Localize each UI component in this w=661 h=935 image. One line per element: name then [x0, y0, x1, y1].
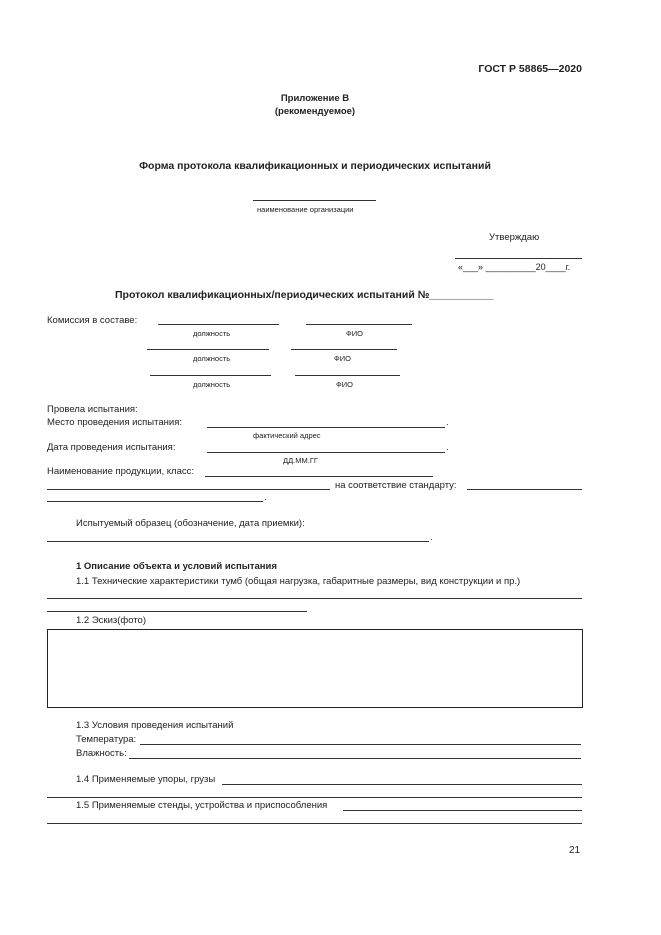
- date-line: [207, 452, 445, 453]
- approve-label: Утверждаю: [489, 232, 540, 243]
- temperature-label: Температура:: [76, 734, 137, 745]
- approve-signature-line: [455, 258, 582, 259]
- sample-label: Испытуемый образец (обозначение, дата приемки):: [76, 518, 305, 529]
- commission-name-line-2: [291, 349, 397, 350]
- section-1-4-line-2: [47, 797, 582, 798]
- organization-line: [253, 200, 376, 201]
- standard-line: [467, 489, 582, 490]
- commission-position-line-3: [150, 375, 271, 376]
- form-title: Форма протокола квалификационных и периодических испытаний: [139, 160, 491, 172]
- name-caption: ФИО: [336, 380, 353, 389]
- product-line-2: [47, 489, 330, 490]
- annex-status: (рекомендуемое): [274, 106, 356, 117]
- document-code: ГОСТ Р 58865—2020: [478, 63, 582, 75]
- product-line-3: [47, 501, 263, 502]
- position-caption: должность: [193, 329, 231, 338]
- commission-position-line-1: [158, 324, 279, 325]
- section-1-2-label: 1.2 Эскиз(фото): [76, 615, 146, 626]
- section-1-3-label: 1.3 Условия проведения испытаний: [76, 720, 234, 731]
- approve-date: «___» __________20____г.: [458, 262, 571, 272]
- section-1-title: 1 Описание объекта и условий испытания: [76, 561, 277, 572]
- section-1-1-label: 1.1 Технические характеристики тумб (общая нагрузка, габаритные размеры, вид конструкции и пр.): [76, 576, 521, 587]
- name-caption: ФИО: [334, 354, 351, 363]
- humidity-line: [129, 758, 581, 759]
- conducted-label: Провела испытания:: [47, 404, 138, 415]
- section-1-4-line-1: [222, 784, 582, 785]
- annex-title: Приложение В: [280, 93, 350, 104]
- date-label: Дата проведения испытания:: [47, 442, 176, 453]
- product-label: Наименование продукции, класс:: [47, 466, 195, 477]
- product-line: [205, 476, 433, 477]
- date-caption: ДД.ММ.ГГ: [283, 456, 318, 465]
- organization-caption: наименование организации: [257, 205, 354, 214]
- section-1-4-label: 1.4 Применяемые упоры, грузы: [76, 774, 216, 785]
- section-1-5-label: 1.5 Применяемые стенды, устройства и приспособления: [76, 800, 328, 811]
- commission-position-line-2: [147, 349, 269, 350]
- sketch-photo-box: [47, 629, 583, 708]
- protocol-title: Протокол квалификационных/периодических испытаний №___________: [115, 289, 494, 301]
- place-period: .: [446, 417, 449, 428]
- commission-name-line-3: [295, 375, 400, 376]
- name-caption: ФИО: [346, 329, 363, 338]
- section-1-1-line-1: [47, 598, 582, 599]
- temperature-line: [140, 744, 581, 745]
- position-caption: должность: [193, 380, 231, 389]
- position-caption: должность: [193, 354, 231, 363]
- product-period: .: [264, 492, 267, 503]
- humidity-label: Влажность:: [76, 748, 127, 759]
- section-1-1-line-2: [47, 611, 307, 612]
- section-1-5-line-2: [47, 823, 582, 824]
- commission-label: Комиссия в составе:: [47, 315, 138, 326]
- place-caption: фактический адрес: [253, 431, 321, 440]
- date-period: .: [446, 442, 449, 453]
- place-label: Место проведения испытания:: [47, 417, 183, 428]
- commission-name-line-1: [306, 324, 412, 325]
- sample-line: [47, 541, 429, 542]
- place-line: [207, 427, 445, 428]
- standard-label: на соответствие стандарту:: [335, 480, 457, 491]
- page-number: 21: [569, 845, 581, 856]
- sample-period: .: [430, 532, 433, 543]
- section-1-5-line-1: [343, 810, 582, 811]
